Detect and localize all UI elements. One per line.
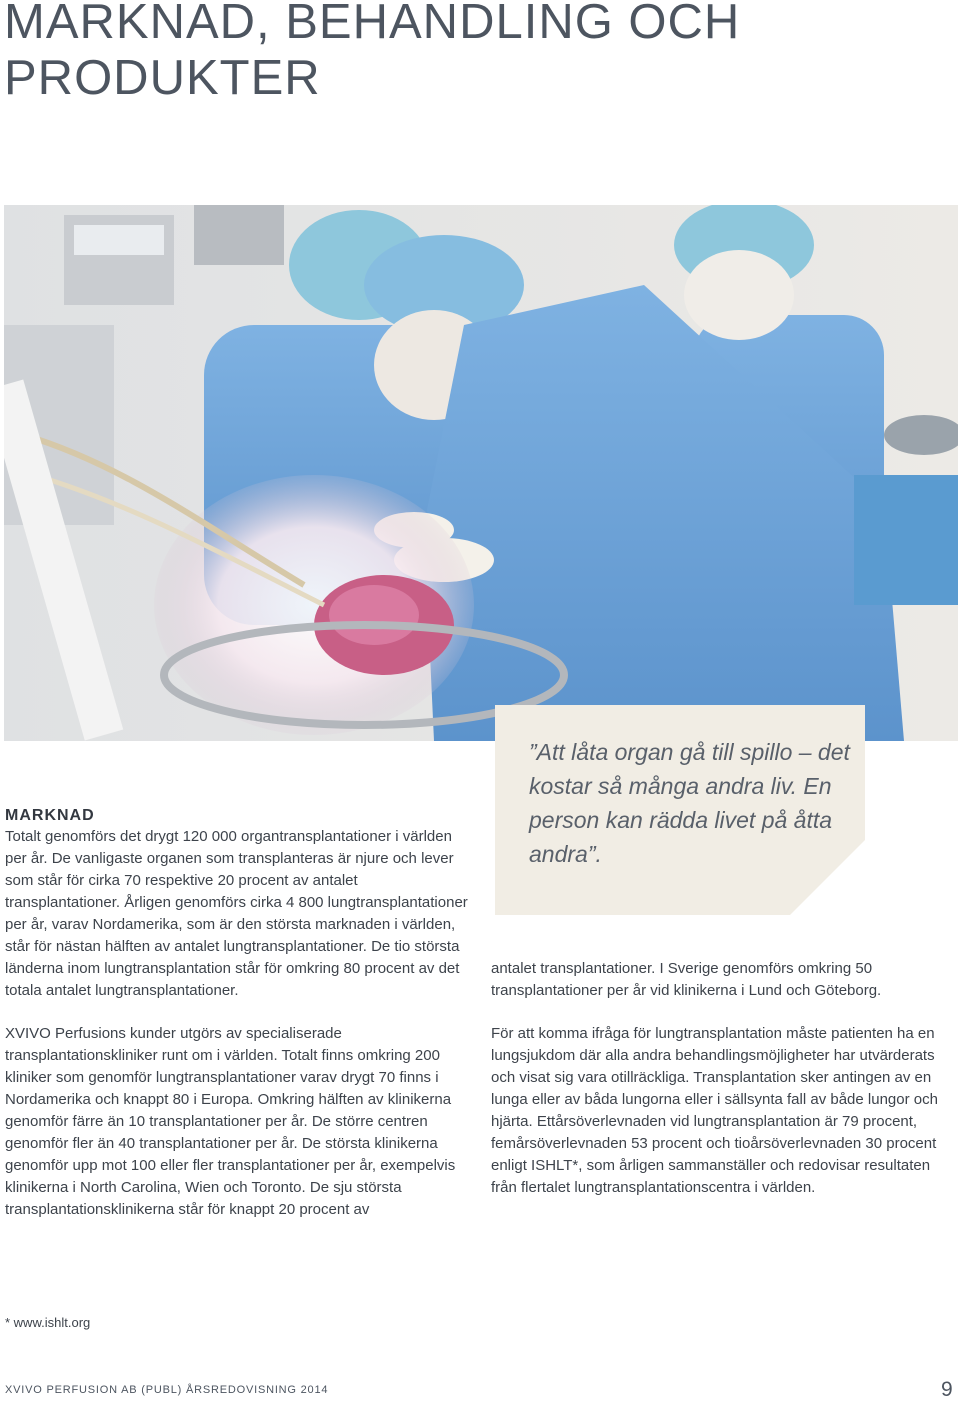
footnote: * www.ishlt.org — [5, 1315, 91, 1330]
footer-text: XVIVO PERFUSION AB (PUBL) ÅRSREDOVISNING 2014 — [5, 1384, 329, 1396]
market-column-right — [491, 958, 953, 1220]
right-paragraph-2: För att komma ifråga för lungtransplantation måste patienten ha en lungsjukdom där alla andra behandlingsmöjligheter har utvärderats och visat sig vara otillräckliga. Transplantation sker antingen av en lunga eller av båda lungorna eller i sällsynta fall av både lungor och hjärta. Ettårsöverlevnaden vid lungtransplantation är 79 procent, femårsöverlevnaden 53 procent och tioårsöverlevnaden 30 procent enligt ISHLT*, som årligen sammanställer och redovisar resultaten från flertalet lungtransplantationscentra i världen. — [491, 1025, 938, 1196]
page-title: MARKNAD, BEHANDLING OCH PRODUKTER — [4, 0, 741, 105]
market-paragraph-2: XVIVO Perfusions kunder utgörs av specialiserade transplantationskliniker runt om i världen. Totalt finns omkring 200 kliniker som genomför lungtransplantationer varav drygt 70 finns i Nordamerika och knappt 80 i Europa. Omkring hälften av klinikerna genomför färre än 10 transplantationer per år. De större centren genomför fler än 40 transplantationer per år. De största klinikerna genomför upp mot 100 eller fler transplantationer per år, exempelvis klinikerna i North Carolina, Wien och Toronto. De sju största transplantationsklinikerna står för knappt 20 procent av — [5, 1025, 456, 1218]
quote-text: ”Att låta organ gå till spillo – det kostar så många andra liv. En person kan rädda livet på åtta andra”. — [529, 739, 850, 867]
surgery-photo — [4, 205, 958, 741]
page-number: 9 — [941, 1378, 953, 1401]
market-column-left — [5, 826, 475, 1242]
right-paragraph-1: antalet transplantationer. I Sverige genomförs omkring 50 transplantationer per år vid klinikerna i Lund och Göteborg. — [491, 960, 882, 999]
surgery-illustration — [4, 205, 958, 741]
pull-quote — [495, 705, 865, 915]
market-paragraph-1: Totalt genomförs det drygt 120 000 organtransplantationer i världen per år. De vanligaste organen som transplanteras är njure och lever som står för cirka 70 respektive 20 procent av antalet transplantationer. Årligen genomförs cirka 4 800 lungtransplantationer per år, varav Nordamerika, som är den största marknaden i världen, står för nästan hälften av antalet lungtransplantationer. De tio största länderna inom lungtransplantation står för omkring 80 procent av det totala antalet lungtransplantationer. — [5, 828, 468, 999]
section-heading-market: MARKNAD — [5, 807, 95, 824]
